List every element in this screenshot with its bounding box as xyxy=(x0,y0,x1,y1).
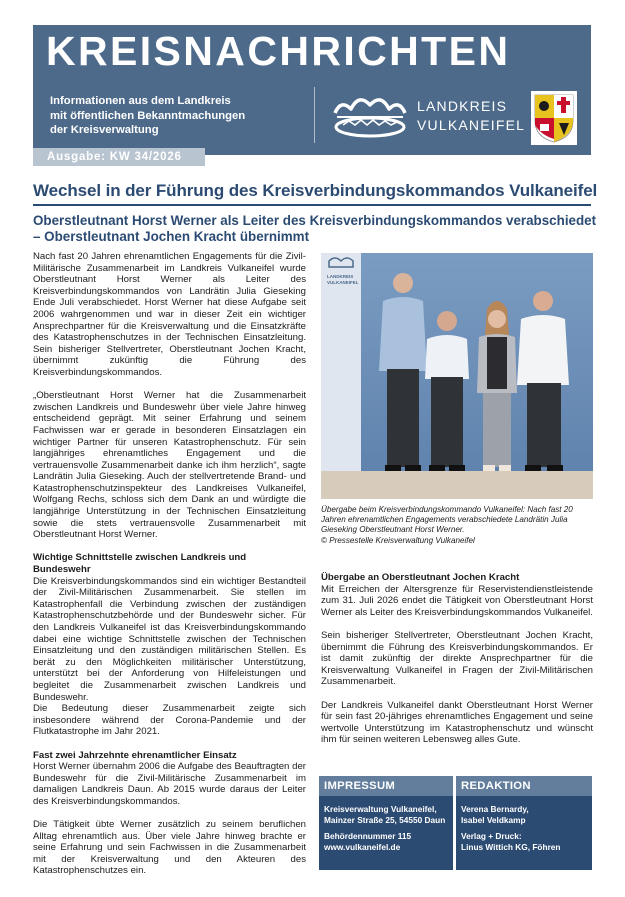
masthead-subtitle-line: der Kreisverwaltung xyxy=(50,124,159,136)
coat-of-arms-icon xyxy=(531,91,577,145)
impressum-heading: IMPRESSUM xyxy=(319,776,453,796)
caption-line: Jahren ehrenamtlichen Engagements verabschiedete Landrätin Julia xyxy=(321,515,568,525)
right-column xyxy=(321,572,593,746)
section-heading: Wichtige Schnittstelle zwischen Landkreis und Bundeswehr xyxy=(33,552,247,576)
caption-credit: © Pressestelle Kreisverwaltung Vulkaneifel xyxy=(321,535,475,545)
impressum-divider xyxy=(453,776,456,870)
paragraph: Horst Werner übernahm 2006 die Aufgabe des Beauftragten der Bundeswehr für die Zivil-Militärische Zusammenarbeit im damaligen Landkreis Daun. Ab 2015 wurde daraus der Leiter des Kreisverbindungskommandos. xyxy=(33,761,306,807)
redaktion-publisher xyxy=(461,831,560,852)
issue-badge: Ausgabe: KW 34/2026 xyxy=(33,148,205,166)
masthead-subtitle-line: mit öffentlichen Bekanntmachungen xyxy=(50,109,246,122)
website-link[interactable]: www.vulkaneifel.de xyxy=(324,841,401,852)
section-heading: Übergabe an Oberstleutnant Jochen Kracht xyxy=(321,572,520,583)
paragraph: Sein bisheriger Stellvertreter, Oberstleutnant Jochen Kracht, übernimmt die Führung des Kreisverbindungskommandos. Er ist damit zukünftig der direkte Ansprechpartner für die Kreisverwaltung Vulkaneifel in Fragen der Zivil-Militärischen Zusammenarbeit. xyxy=(321,629,593,688)
editor-line: Isabel Veldkamp xyxy=(461,814,526,825)
masthead-divider xyxy=(314,87,315,143)
address-line: Kreisverwaltung Vulkaneifel, xyxy=(324,804,437,814)
paragraph: Die Tätigkeit übte Werner zusätzlich zu seinem beruflichen Alltag ehrenamtlich aus. Über viele Jahre hinweg brachte er seine Erfahrung und sein Fachwissen in die Zusammenarbeit mit der Kreisverwaltung und den Akteuren des Katastrophenschutzes ein. xyxy=(33,819,306,877)
headline-divider xyxy=(33,204,591,206)
masthead-subtitle xyxy=(50,94,320,138)
logo-line: VULKANEIFEL xyxy=(417,117,526,133)
left-column xyxy=(33,251,306,877)
subhead-line: – Oberstleutnant Jochen Kracht übernimmt xyxy=(33,229,310,244)
photo-caption xyxy=(321,505,593,546)
article-subhead xyxy=(33,213,597,245)
paragraph: Nach fast 20 Jahren ehrenamtlichen Engagements für die Zivil-Militärische Zusammenarbeit im Landkreis Vulkaneifel wurde Oberstleutnant Horst Werner als Leiter des Kreisverbindungskommandos von Landrätin Julia Gieseking Ende Juli verabschiedet. Horst Werner hat diese Aufgabe seit 2006 wahrgenommen und war in dieser Zeit ein wichtiger Ansprechpartner für die Kreisverwaltung und die Einsatzkräfte des Katastrophenschutzes in der Technischen Einsatzleitung. Sein bisheriger Stellvertreter, Oberstleutnant Jochen Kracht, übernimmt zukünftig die Führung des Kreisverbindungskommandos. xyxy=(33,251,306,378)
masthead xyxy=(33,25,591,155)
paragraph: „Oberstleutnant Horst Werner hat die Zusammenarbeit zwischen Landkreis und Bundeswehr über viele Jahre hinweg entscheidend geprägt. Mit seiner Erfahrung und seinem Fachwissen war er gerade in besonderen Einsatzlagen ein wichtiger Partner für unseren Katastrophenschutz. Für sein langjähriges ehrenamtliches Engagement und die vertrauensvolle Zusammenarbeit danke ich ihm herzlich“, sagte Landrätin Julia Gieseking. Auch der stellvertretende Brand- und Katastrophenschutzinspekteur des Landkreises Vulkaneifel, Wolfgang Rechs, schloss sich dem Dank an und würdigte die langjährige Unterstützung in der Technischen Einsatzleitung sowie die stets vertrauensvolle Zusammenarbeit mit Oberstleutnant Horst Werner. xyxy=(33,390,306,541)
impressum-authority xyxy=(324,831,411,852)
redaktion-editors xyxy=(461,804,529,825)
vulkaneifel-crown-logo-icon xyxy=(329,87,411,141)
group-photo-illustration xyxy=(321,253,593,499)
section-heading: Fast zwei Jahrzehnte ehrenamtlicher Einsatz xyxy=(33,749,237,761)
caption-line: Gieseking Oberstleutnant Horst Werner. xyxy=(321,525,465,535)
paragraph: Die Kreisverbindungskommandos sind ein wichtiger Bestandteil der Zivil-Militärischen Zusammenarbeit. Sie stellen im Katastrophenfall die Verbindung zwischen der zuständigen Katastrophenschutzbehörde und der Bundeswehr sicher. Für den Landkreis Vulkaneifel ist das Kreisverbindungskommando dabei eine wichtige Schnittstelle zwischen der Technischen Einsatzleitung und den zuständigen militärischen Stellen. Es berät zu den Möglichkeiten militärischer Unterstützung, unterstützt bei der Anforderung von Hilfeleistungen und begleitet die Zusammenarbeit zwischen Landkreis und Bundeswehr. xyxy=(33,575,306,703)
redaktion-heading: REDAKTION xyxy=(456,776,592,796)
subhead-line: Oberstleutnant Horst Werner als Leiter des Kreisverbindungskommandos verabschiedet xyxy=(33,213,597,228)
impressum-address xyxy=(324,804,445,825)
banner-text: VULKANEIFEL xyxy=(327,280,359,285)
publisher-line: Verlag + Druck: xyxy=(461,831,522,841)
article-headline: Wechsel in der Führung des Kreisverbindungskommandos Vulkaneifel xyxy=(33,181,598,200)
authority-line: Behördennummer 115 xyxy=(324,831,412,841)
article-photo xyxy=(321,253,593,499)
logo-line: LANDKREIS xyxy=(417,98,508,114)
paragraph: Die Bedeutung dieser Zusammenarbeit zeigte sich insbesondere während der Corona-Pandemie und der Flutkatastrophe im Jahr 2021. xyxy=(33,703,306,738)
banner-text: LANDKREIS xyxy=(327,274,354,279)
editor-line: Verena Bernardy, xyxy=(461,804,529,814)
masthead-subtitle-line: Informationen aus dem Landkreis xyxy=(50,95,231,107)
publisher-line: Linus Wittich KG, Föhren xyxy=(461,841,561,852)
impressum-box xyxy=(319,776,592,870)
masthead-title: KREISNACHRICHTEN xyxy=(46,28,511,74)
paragraph: Der Landkreis Vulkaneifel dankt Oberstleutnant Horst Werner für sein fast 20-jähriges ehrenamtliches Engagement und seine wertvolle Unterstützung im Katastrophenschutz und wünscht ihm für seinen weiteren Lebensweg alles Gute. xyxy=(321,699,593,746)
paragraph: Mit Erreichen der Altersgrenze für Reservistendienstleistende zum 31. Juli 2026 endet die Tätigkeit von Oberstleutnant Horst Werner als Leiter des Kreisverbindungskommandos Vulkaneifel. xyxy=(321,583,593,618)
caption-line: Übergabe beim Kreisverbindungskommando Vulkaneifel: Nach fast 20 xyxy=(321,505,573,514)
address-line: Mainzer Straße 25, 54550 Daun xyxy=(324,814,446,825)
landkreis-logo-text xyxy=(417,97,525,135)
